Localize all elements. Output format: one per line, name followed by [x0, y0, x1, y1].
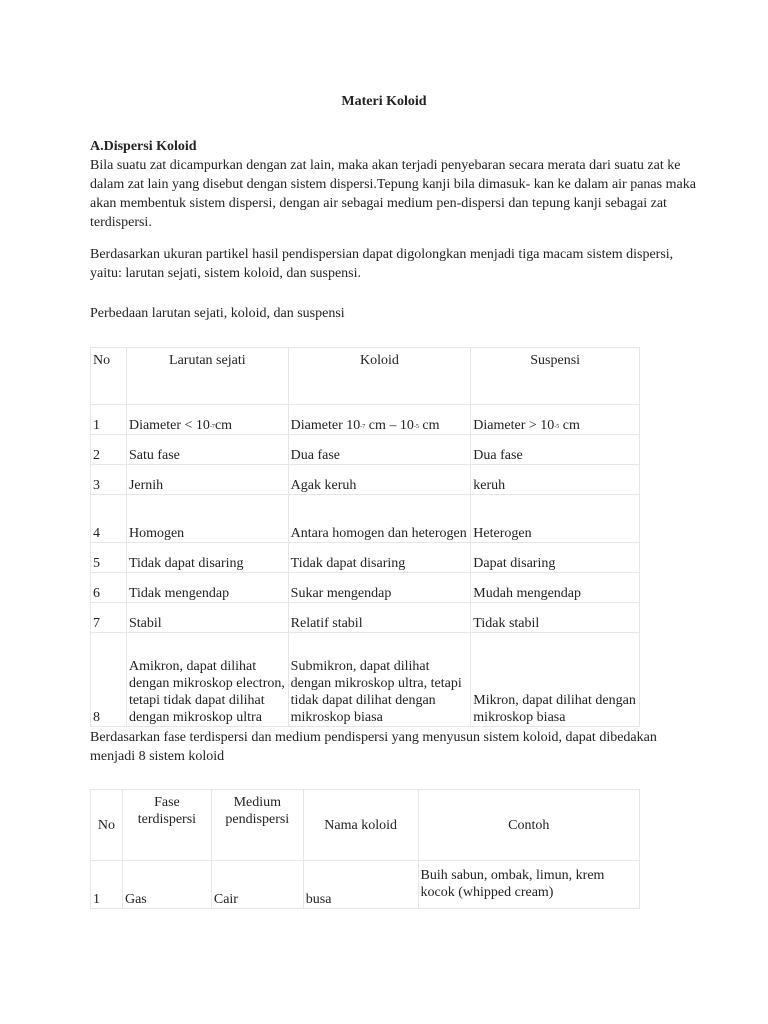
cell-no: 4: [91, 495, 127, 543]
paragraph-fase-medium: Berdasarkan fase terdispersi dan medium pendispersi yang menyusun sistem koloid, dapat dibedakan menjadi 8 sistem koloid: [90, 730, 657, 764]
header-contoh: Contoh: [418, 790, 639, 861]
cell-koloid: Diameter $10^{-7}$ cm – $10^{-5}$ cm: [288, 405, 471, 435]
table-row: [91, 435, 640, 465]
cell-larutan-sejati: Amikron, dapat dilihat dengan mikroskop electron, tetapi tidak dapat dilihat dengan mikroskop ultra: [126, 633, 288, 727]
cell-no: 3: [91, 465, 127, 495]
cell-contoh: Buih sabun, ombak, limun, krem kocok (whipped cream): [418, 861, 639, 909]
cell-larutan-sejati: Stabil: [126, 603, 288, 633]
table-header-row: [91, 348, 640, 405]
cell-koloid: Sukar mengendap: [288, 573, 471, 603]
table-row: [91, 405, 640, 435]
cell-fase-terdispersi: Gas: [122, 861, 211, 909]
cell-suspensi: Dua fase: [471, 435, 640, 465]
intro-section: [90, 137, 700, 232]
header-no: No: [91, 790, 123, 861]
table-row: [91, 603, 640, 633]
cell-suspensi: Tidak stabil: [471, 603, 640, 633]
cell-suspensi: keruh: [471, 465, 640, 495]
table-row: [91, 573, 640, 603]
cell-koloid: Submikron, dapat dilihat dengan mikroskop ultra, tetapi tidak dapat dilihat dengan mikroskop biasa: [288, 633, 471, 727]
header-no: No: [91, 348, 127, 405]
header-suspensi: Suspensi: [471, 348, 640, 405]
table-row: [91, 861, 640, 909]
header-larutan-sejati: Larutan sejati: [126, 348, 288, 405]
cell-medium-pendispersi: Cair: [211, 861, 303, 909]
section-heading: A.Dispersi Koloid: [90, 139, 197, 154]
header-medium-pendispersi: Medium pendispersi: [211, 790, 303, 861]
cell-larutan-sejati: Tidak dapat disaring: [126, 543, 288, 573]
cell-larutan-sejati: Jernih: [126, 465, 288, 495]
colloid-types-table: [90, 789, 640, 909]
table-row: [91, 633, 640, 727]
cell-suspensi: Mudah mengendap: [471, 573, 640, 603]
cell-koloid: Antara homogen dan heterogen: [288, 495, 471, 543]
header-nama-koloid: Nama koloid: [303, 790, 418, 861]
table-row: [91, 495, 640, 543]
comparison-table: [90, 347, 640, 727]
cell-no: 1: [91, 861, 123, 909]
header-fase-terdispersi: Fase terdispersi: [122, 790, 211, 861]
cell-suspensi: Diameter > $10^{-5}$ cm: [471, 405, 640, 435]
cell-no: 8: [91, 633, 127, 727]
cell-larutan-sejati: Tidak mengendap: [126, 573, 288, 603]
paragraph-ukuran-partikel: Berdasarkan ukuran partikel hasil pendispersian dapat digolongkan menjadi tiga macam sistem dispersi, yaitu: larutan sejati, sistem koloid, dan suspensi.: [90, 247, 674, 281]
cell-nama-koloid: busa: [303, 861, 418, 909]
cell-koloid: Relatif stabil: [288, 603, 471, 633]
cell-no: 5: [91, 543, 127, 573]
paragraph-perbedaan: Perbedaan larutan sejati, koloid, dan suspensi: [90, 306, 345, 321]
cell-larutan-sejati: Diameter < $10^{-7}cm$: [126, 405, 288, 435]
document-title: Materi Koloid: [341, 94, 427, 109]
cell-no: 1: [91, 405, 127, 435]
cell-koloid: Agak keruh: [288, 465, 471, 495]
cell-no: 6: [91, 573, 127, 603]
cell-no: 7: [91, 603, 127, 633]
table-row: [91, 543, 640, 573]
cell-larutan-sejati: Homogen: [126, 495, 288, 543]
cell-koloid: Dua fase: [288, 435, 471, 465]
cell-no: 2: [91, 435, 127, 465]
table-header-row: [91, 790, 640, 861]
header-koloid: Koloid: [288, 348, 471, 405]
cell-koloid: Tidak dapat disaring: [288, 543, 471, 573]
table-row: [91, 465, 640, 495]
cell-suspensi: Dapat disaring: [471, 543, 640, 573]
cell-suspensi: Mikron, dapat dilihat dengan mikroskop biasa: [471, 633, 640, 727]
cell-suspensi: Heterogen: [471, 495, 640, 543]
cell-larutan-sejati: Satu fase: [126, 435, 288, 465]
paragraph-dispersi: Bila suatu zat dicampurkan dengan zat lain, maka akan terjadi penyebaran secara merata dari suatu zat ke dalam zat lain yang disebut dengan sistem dispersi.Tepung kanji bila dimasuk- kan ke dalam air panas maka akan membentuk sistem dispersi, dengan air sebagai medium pen-dispersi dan tepung kanji sebagai zat terdispersi.: [90, 158, 696, 230]
